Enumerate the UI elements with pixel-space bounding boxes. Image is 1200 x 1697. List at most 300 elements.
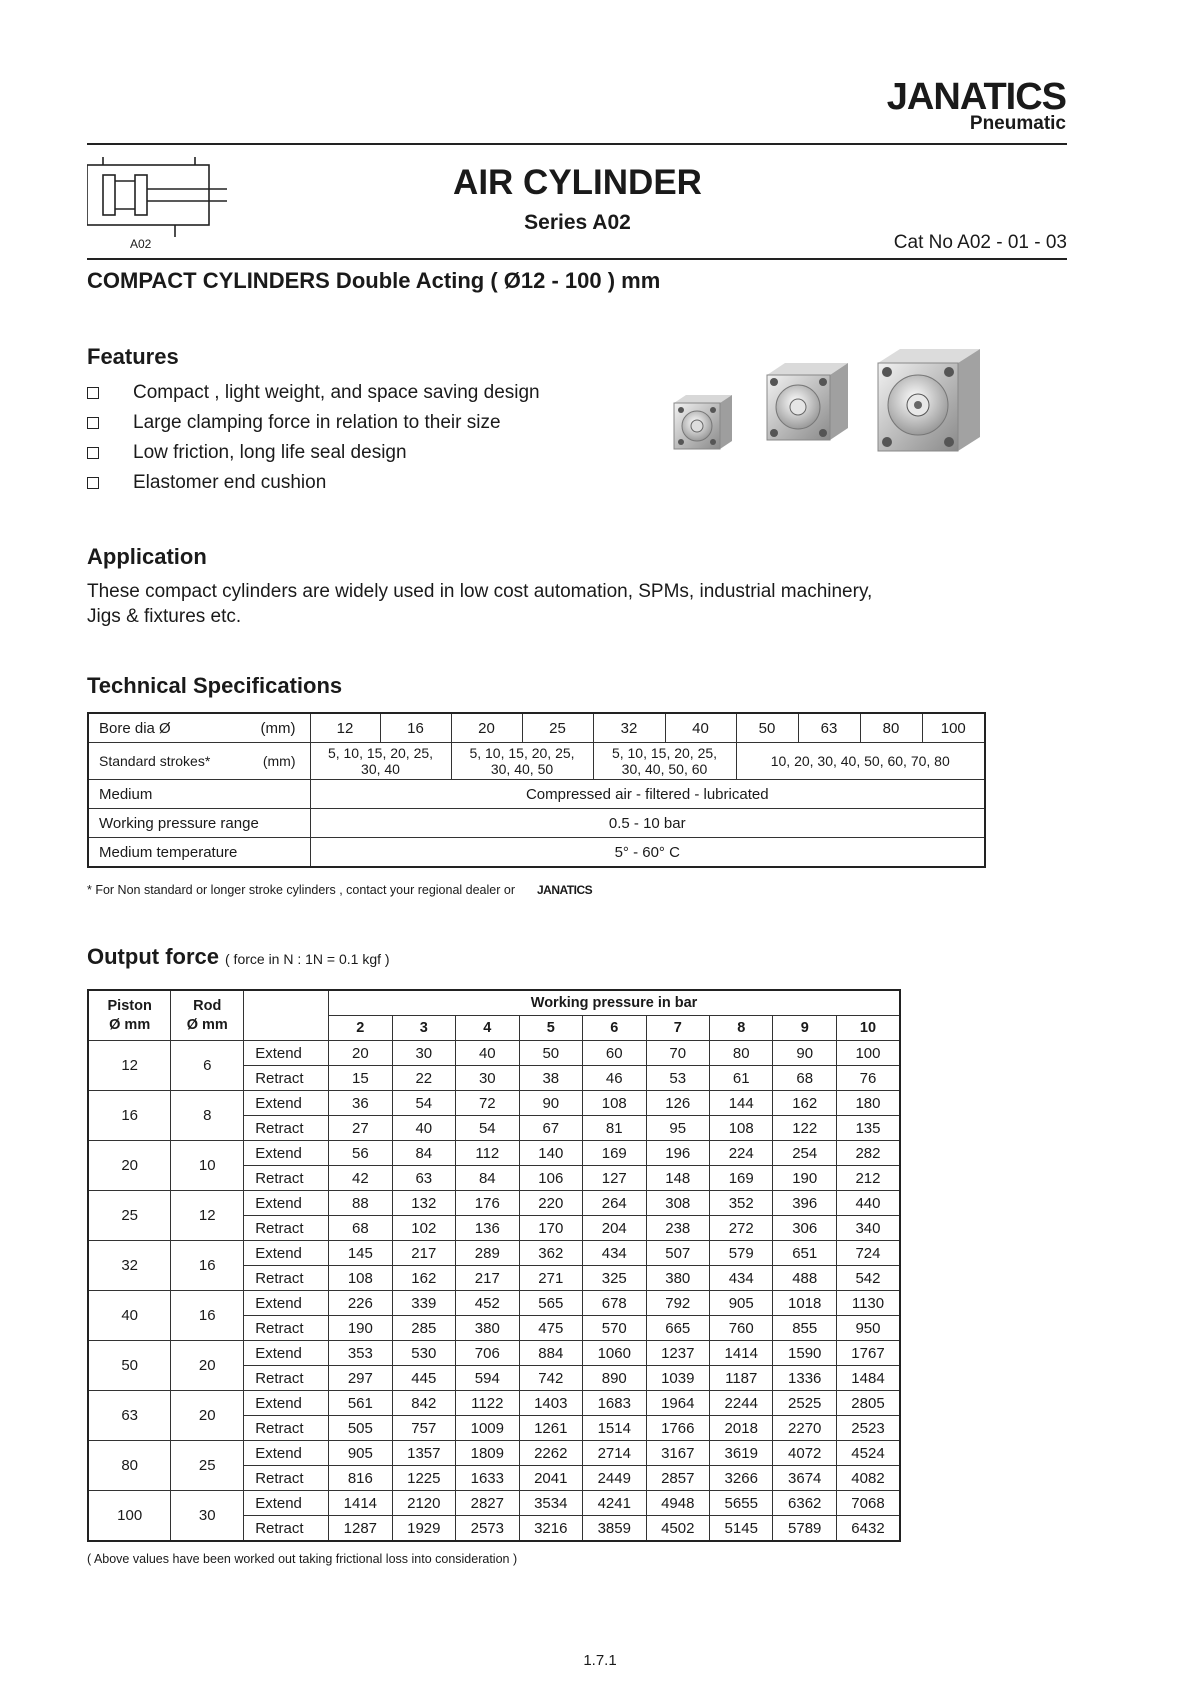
rod-diameter-cell: 20 [171, 1341, 244, 1391]
force-value-cell: 352 [710, 1191, 773, 1216]
force-value-cell: 884 [519, 1341, 582, 1366]
force-value-cell: 5655 [710, 1491, 773, 1516]
force-value-cell: 2244 [710, 1391, 773, 1416]
force-value-cell: 651 [773, 1241, 836, 1266]
pressure-header-cell: 6 [583, 1016, 646, 1041]
force-value-cell: 2262 [519, 1441, 582, 1466]
force-value-cell: 678 [583, 1291, 646, 1316]
force-value-cell: 42 [329, 1166, 392, 1191]
retract-label: Retract [244, 1316, 329, 1341]
catalog-number: Cat No A02 - 01 - 03 [893, 232, 1067, 253]
strokes-value: 5, 10, 15, 20, 25, 30, 40, 50, 60 [593, 743, 736, 780]
list-item: Low friction, long life seal design [87, 438, 540, 468]
pressure-header-cell: 8 [710, 1016, 773, 1041]
force-value-cell: 1809 [456, 1441, 519, 1466]
extend-label: Extend [244, 1241, 329, 1266]
force-value-cell: 1336 [773, 1366, 836, 1391]
force-value-cell: 488 [773, 1266, 836, 1291]
extend-label: Extend [244, 1491, 329, 1516]
force-value-cell: 108 [710, 1116, 773, 1141]
force-value-cell: 855 [773, 1316, 836, 1341]
extend-label: Extend [244, 1391, 329, 1416]
force-value-cell: 950 [836, 1316, 900, 1341]
temperature-label: Medium temperature [88, 838, 310, 868]
force-value-cell: 507 [646, 1241, 709, 1266]
bore-value: 12 [310, 713, 380, 743]
list-item: Compact , light weight, and space saving design [87, 378, 540, 408]
force-value-cell: 594 [456, 1366, 519, 1391]
bore-value: 25 [522, 713, 593, 743]
force-value-cell: 40 [392, 1116, 455, 1141]
force-value-cell: 706 [456, 1341, 519, 1366]
pressure-label: Working pressure range [88, 809, 310, 838]
force-value-cell: 1018 [773, 1291, 836, 1316]
rod-diameter-cell: 16 [171, 1291, 244, 1341]
force-value-cell: 6362 [773, 1491, 836, 1516]
force-value-cell: 68 [329, 1216, 392, 1241]
force-value-cell: 445 [392, 1366, 455, 1391]
force-value-cell: 1122 [456, 1391, 519, 1416]
force-value-cell: 6432 [836, 1516, 900, 1542]
force-value-cell: 264 [583, 1191, 646, 1216]
force-value-cell: 135 [836, 1116, 900, 1141]
force-value-cell: 452 [456, 1291, 519, 1316]
output-force-note: ( force in N : 1N = 0.1 kgf ) [225, 951, 390, 967]
force-value-cell: 63 [392, 1166, 455, 1191]
force-value-cell: 254 [773, 1141, 836, 1166]
brand-logo [887, 78, 1066, 133]
force-value-cell: 1060 [583, 1341, 646, 1366]
table-row [88, 1041, 900, 1066]
force-value-cell: 217 [456, 1266, 519, 1291]
force-value-cell: 842 [392, 1391, 455, 1416]
piston-diameter-cell: 40 [88, 1291, 171, 1341]
table-row [88, 1491, 900, 1516]
strokes-value: 10, 20, 30, 40, 50, 60, 70, 80 [736, 743, 985, 780]
title-rule [87, 258, 1067, 260]
unit-label: (mm) [248, 743, 310, 780]
force-value-cell: 50 [519, 1041, 582, 1066]
rod-diameter-cell: 6 [171, 1041, 244, 1091]
force-value-cell: 4241 [583, 1491, 646, 1516]
force-value-cell: 90 [519, 1091, 582, 1116]
force-value-cell: 4072 [773, 1441, 836, 1466]
strokes-label: Standard strokes* [88, 743, 248, 780]
pressure-header-cell: 3 [392, 1016, 455, 1041]
force-value-cell: 4948 [646, 1491, 709, 1516]
force-value-cell: 212 [836, 1166, 900, 1191]
force-value-cell: 1929 [392, 1516, 455, 1542]
force-value-cell: 140 [519, 1141, 582, 1166]
force-value-cell: 1964 [646, 1391, 709, 1416]
extend-label: Extend [244, 1441, 329, 1466]
force-value-cell: 282 [836, 1141, 900, 1166]
force-value-cell: 665 [646, 1316, 709, 1341]
force-value-cell: 88 [329, 1191, 392, 1216]
spec-footnote: * For Non standard or longer stroke cylinders , contact your regional dealer or JANATICS [87, 883, 593, 897]
rod-diameter-cell: 10 [171, 1141, 244, 1191]
force-value-cell: 1414 [329, 1491, 392, 1516]
force-value-cell: 380 [456, 1316, 519, 1341]
force-value-cell: 396 [773, 1191, 836, 1216]
force-value-cell: 54 [392, 1091, 455, 1116]
force-value-cell: 148 [646, 1166, 709, 1191]
force-value-cell: 169 [710, 1166, 773, 1191]
bore-value: 40 [665, 713, 736, 743]
pressure-header-cell: 5 [519, 1016, 582, 1041]
force-value-cell: 890 [583, 1366, 646, 1391]
retract-label: Retract [244, 1116, 329, 1141]
force-value-cell: 1187 [710, 1366, 773, 1391]
force-value-cell: 1039 [646, 1366, 709, 1391]
force-value-cell: 285 [392, 1316, 455, 1341]
force-value-cell: 561 [329, 1391, 392, 1416]
piston-diameter-cell: 20 [88, 1141, 171, 1191]
force-value-cell: 108 [583, 1091, 646, 1116]
force-value-cell: 224 [710, 1141, 773, 1166]
force-value-cell: 2041 [519, 1466, 582, 1491]
bore-value: 100 [922, 713, 985, 743]
bore-value: 20 [451, 713, 522, 743]
force-value-cell: 3216 [519, 1516, 582, 1542]
force-value-cell: 4524 [836, 1441, 900, 1466]
force-value-cell: 2805 [836, 1391, 900, 1416]
force-value-cell: 742 [519, 1366, 582, 1391]
force-value-cell: 905 [710, 1291, 773, 1316]
piston-diameter-cell: 25 [88, 1191, 171, 1241]
force-value-cell: 1514 [583, 1416, 646, 1441]
retract-label: Retract [244, 1266, 329, 1291]
force-value-cell: 226 [329, 1291, 392, 1316]
rod-diameter-cell: 30 [171, 1491, 244, 1542]
piston-diameter-cell: 63 [88, 1391, 171, 1441]
force-value-cell: 30 [392, 1041, 455, 1066]
temperature-value: 5° - 60° C [310, 838, 985, 868]
retract-label: Retract [244, 1216, 329, 1241]
force-value-cell: 2525 [773, 1391, 836, 1416]
force-value-cell: 4502 [646, 1516, 709, 1542]
force-value-cell: 162 [392, 1266, 455, 1291]
force-value-cell: 4082 [836, 1466, 900, 1491]
output-force-table [87, 989, 901, 1542]
force-value-cell: 1767 [836, 1341, 900, 1366]
force-value-cell: 579 [710, 1241, 773, 1266]
force-value-cell: 2449 [583, 1466, 646, 1491]
force-value-cell: 80 [710, 1041, 773, 1066]
force-value-cell: 353 [329, 1341, 392, 1366]
brand-subtitle: Pneumatic [969, 113, 1066, 134]
table-row [88, 809, 985, 838]
force-value-cell: 81 [583, 1116, 646, 1141]
force-value-cell: 76 [836, 1066, 900, 1091]
force-value-cell: 238 [646, 1216, 709, 1241]
product-photo [670, 345, 1020, 485]
table-footnote: ( Above values have been worked out taking frictional loss into consideration ) [87, 1552, 518, 1566]
force-value-cell: 1683 [583, 1391, 646, 1416]
force-value-cell: 3859 [583, 1516, 646, 1542]
rod-diameter-cell: 8 [171, 1091, 244, 1141]
force-value-cell: 3167 [646, 1441, 709, 1466]
force-value-cell: 220 [519, 1191, 582, 1216]
header-rule [87, 143, 1067, 145]
force-value-cell: 190 [329, 1316, 392, 1341]
force-value-cell: 289 [456, 1241, 519, 1266]
force-value-cell: 30 [456, 1066, 519, 1091]
force-value-cell: 434 [583, 1241, 646, 1266]
piston-diameter-cell: 50 [88, 1341, 171, 1391]
medium-value: Compressed air - filtered - lubricated [310, 780, 985, 809]
rod-diameter-cell: 20 [171, 1391, 244, 1441]
rod-diameter-cell: 16 [171, 1241, 244, 1291]
force-value-cell: 271 [519, 1266, 582, 1291]
extend-label: Extend [244, 1341, 329, 1366]
force-value-cell: 380 [646, 1266, 709, 1291]
force-value-cell: 196 [646, 1141, 709, 1166]
pressure-value: 0.5 - 10 bar [310, 809, 985, 838]
force-value-cell: 46 [583, 1066, 646, 1091]
force-value-cell: 1130 [836, 1291, 900, 1316]
force-value-cell: 1590 [773, 1341, 836, 1366]
force-value-cell: 108 [329, 1266, 392, 1291]
force-value-cell: 340 [836, 1216, 900, 1241]
force-value-cell: 100 [836, 1041, 900, 1066]
force-value-cell: 1633 [456, 1466, 519, 1491]
extend-label: Extend [244, 1191, 329, 1216]
extend-label: Extend [244, 1091, 329, 1116]
output-force-body [88, 1041, 900, 1542]
force-value-cell: 190 [773, 1166, 836, 1191]
extend-label: Extend [244, 1041, 329, 1066]
retract-label: Retract [244, 1416, 329, 1441]
pressure-header-cell: 7 [646, 1016, 709, 1041]
product-subheading: COMPACT CYLINDERS Double Acting ( Ø12 - 100 ) mm [87, 268, 661, 293]
series-label: Series A02 [524, 211, 631, 234]
force-value-cell: 905 [329, 1441, 392, 1466]
force-value-cell: 1225 [392, 1466, 455, 1491]
strokes-value: 5, 10, 15, 20, 25, 30, 40, 50 [451, 743, 593, 780]
pressure-header-cell: 10 [836, 1016, 900, 1041]
working-pressure-header: Working pressure in bar [329, 990, 900, 1016]
retract-label: Retract [244, 1166, 329, 1191]
force-value-cell: 1766 [646, 1416, 709, 1441]
force-value-cell: 72 [456, 1091, 519, 1116]
force-value-cell: 3619 [710, 1441, 773, 1466]
table-row [88, 1441, 900, 1466]
table-row [88, 838, 985, 868]
force-value-cell: 38 [519, 1066, 582, 1091]
application-text: These compact cylinders are widely used in low cost automation, SPMs, industrial machinery, Jigs & fixtures etc. [87, 581, 873, 627]
force-value-cell: 132 [392, 1191, 455, 1216]
checkbox-bullet-icon [87, 447, 99, 459]
piston-diameter-cell: 32 [88, 1241, 171, 1291]
rod-diameter-cell: 25 [171, 1441, 244, 1491]
force-value-cell: 1403 [519, 1391, 582, 1416]
force-value-cell: 1357 [392, 1441, 455, 1466]
table-header-row [88, 990, 900, 1016]
force-value-cell: 68 [773, 1066, 836, 1091]
force-value-cell: 5789 [773, 1516, 836, 1542]
footnote-brand-logo: JANATICS [537, 883, 593, 897]
checkbox-bullet-icon [87, 417, 99, 429]
retract-label: Retract [244, 1516, 329, 1542]
unit-label: (mm) [248, 713, 310, 743]
features-list [87, 378, 540, 498]
checkbox-bullet-icon [87, 477, 99, 489]
tech-spec-table [87, 712, 986, 868]
table-row [88, 1391, 900, 1416]
retract-label: Retract [244, 1366, 329, 1391]
output-force-heading: Output force ( force in N : 1N = 0.1 kgf ) [87, 944, 390, 969]
force-value-cell: 530 [392, 1341, 455, 1366]
table-row [88, 1291, 900, 1316]
table-row [88, 780, 985, 809]
table-row [88, 1091, 900, 1116]
piston-diameter-cell: 100 [88, 1491, 171, 1542]
medium-label: Medium [88, 780, 310, 809]
force-value-cell: 126 [646, 1091, 709, 1116]
pressure-header-cell: 2 [329, 1016, 392, 1041]
brand-name: JANATICS [886, 76, 1066, 118]
force-value-cell: 70 [646, 1041, 709, 1066]
force-value-cell: 36 [329, 1091, 392, 1116]
force-value-cell: 22 [392, 1066, 455, 1091]
force-value-cell: 2827 [456, 1491, 519, 1516]
force-value-cell: 61 [710, 1066, 773, 1091]
piston-diameter-cell: 12 [88, 1041, 171, 1091]
force-value-cell: 308 [646, 1191, 709, 1216]
mode-header [244, 990, 329, 1041]
force-value-cell: 2018 [710, 1416, 773, 1441]
retract-label: Retract [244, 1466, 329, 1491]
force-value-cell: 1009 [456, 1416, 519, 1441]
force-value-cell: 53 [646, 1066, 709, 1091]
force-value-cell: 3534 [519, 1491, 582, 1516]
bore-value: 32 [593, 713, 665, 743]
force-value-cell: 505 [329, 1416, 392, 1441]
retract-label: Retract [244, 1066, 329, 1091]
piston-header: Piston Ø mm [88, 990, 171, 1041]
bore-value: 50 [736, 713, 798, 743]
force-value-cell: 95 [646, 1116, 709, 1141]
rod-header: Rod Ø mm [171, 990, 244, 1041]
force-value-cell: 144 [710, 1091, 773, 1116]
force-value-cell: 112 [456, 1141, 519, 1166]
force-value-cell: 1414 [710, 1341, 773, 1366]
bore-value: 63 [798, 713, 860, 743]
force-value-cell: 724 [836, 1241, 900, 1266]
bore-value: 80 [860, 713, 922, 743]
force-value-cell: 84 [392, 1141, 455, 1166]
bore-label: Bore dia Ø [88, 713, 248, 743]
list-item: Large clamping force in relation to their size [87, 408, 540, 438]
force-value-cell: 102 [392, 1216, 455, 1241]
force-value-cell: 434 [710, 1266, 773, 1291]
force-value-cell: 180 [836, 1091, 900, 1116]
list-item: Elastomer end cushion [87, 468, 540, 498]
force-value-cell: 306 [773, 1216, 836, 1241]
tech-spec-heading: Technical Specifications [87, 673, 343, 698]
force-value-cell: 176 [456, 1191, 519, 1216]
pressure-header-cell: 4 [456, 1016, 519, 1041]
force-value-cell: 565 [519, 1291, 582, 1316]
force-value-cell: 5145 [710, 1516, 773, 1542]
page-title: AIR CYLINDER [453, 163, 702, 202]
force-value-cell: 1237 [646, 1341, 709, 1366]
force-value-cell: 84 [456, 1166, 519, 1191]
symbol-label: A02 [130, 237, 152, 251]
force-value-cell: 440 [836, 1191, 900, 1216]
force-value-cell: 2523 [836, 1416, 900, 1441]
extend-label: Extend [244, 1141, 329, 1166]
force-value-cell: 15 [329, 1066, 392, 1091]
force-value-cell: 56 [329, 1141, 392, 1166]
force-value-cell: 1484 [836, 1366, 900, 1391]
force-value-cell: 816 [329, 1466, 392, 1491]
force-value-cell: 136 [456, 1216, 519, 1241]
table-row [88, 713, 985, 743]
force-value-cell: 1261 [519, 1416, 582, 1441]
force-value-cell: 362 [519, 1241, 582, 1266]
force-value-cell: 272 [710, 1216, 773, 1241]
force-value-cell: 2573 [456, 1516, 519, 1542]
force-value-cell: 145 [329, 1241, 392, 1266]
checkbox-bullet-icon [87, 387, 99, 399]
force-value-cell: 60 [583, 1041, 646, 1066]
force-value-cell: 169 [583, 1141, 646, 1166]
table-row [88, 1341, 900, 1366]
force-value-cell: 90 [773, 1041, 836, 1066]
extend-label: Extend [244, 1291, 329, 1316]
force-value-cell: 170 [519, 1216, 582, 1241]
force-value-cell: 542 [836, 1266, 900, 1291]
force-value-cell: 54 [456, 1116, 519, 1141]
table-row [88, 1241, 900, 1266]
features-heading: Features [87, 344, 179, 369]
force-value-cell: 204 [583, 1216, 646, 1241]
force-value-cell: 339 [392, 1291, 455, 1316]
strokes-value: 5, 10, 15, 20, 25, 30, 40 [310, 743, 451, 780]
piston-diameter-cell: 16 [88, 1091, 171, 1141]
force-value-cell: 757 [392, 1416, 455, 1441]
table-row [88, 743, 985, 780]
force-value-cell: 792 [646, 1291, 709, 1316]
piston-diameter-cell: 80 [88, 1441, 171, 1491]
table-row [88, 1191, 900, 1216]
force-value-cell: 1287 [329, 1516, 392, 1542]
force-value-cell: 475 [519, 1316, 582, 1341]
force-value-cell: 67 [519, 1116, 582, 1141]
force-value-cell: 570 [583, 1316, 646, 1341]
force-value-cell: 2714 [583, 1441, 646, 1466]
force-value-cell: 2857 [646, 1466, 709, 1491]
pressure-header-cell: 9 [773, 1016, 836, 1041]
table-row [88, 1141, 900, 1166]
force-value-cell: 7068 [836, 1491, 900, 1516]
force-value-cell: 325 [583, 1266, 646, 1291]
force-value-cell: 40 [456, 1041, 519, 1066]
bore-value: 16 [380, 713, 451, 743]
force-value-cell: 3266 [710, 1466, 773, 1491]
application-heading: Application [87, 544, 207, 569]
force-value-cell: 27 [329, 1116, 392, 1141]
force-value-cell: 127 [583, 1166, 646, 1191]
force-value-cell: 122 [773, 1116, 836, 1141]
page-number: 1.7.1 [583, 1652, 617, 1669]
force-value-cell: 217 [392, 1241, 455, 1266]
force-value-cell: 2270 [773, 1416, 836, 1441]
force-value-cell: 162 [773, 1091, 836, 1116]
force-value-cell: 2120 [392, 1491, 455, 1516]
